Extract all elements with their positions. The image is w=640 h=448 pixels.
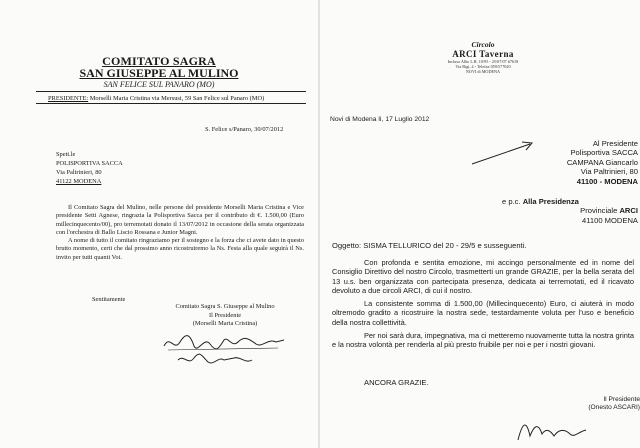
recipient-city: 41100 - MODENA <box>576 176 638 186</box>
recipient-block <box>500 139 638 186</box>
cc-arci: ARCI <box>619 206 638 216</box>
president-label: PRESIDENTE: <box>48 95 89 102</box>
left-paragraph: A nome di tutto il comitato ringraziamo per il sostegno e la forza che ci avete dato in questo brutto momento, certi che dal prossimo anno ricostruiremo la Ns. Festa alla quale seguirà il Ns. invito per tutti quanti Voi. <box>56 237 304 261</box>
recipient-line <box>500 177 638 186</box>
cc-title: Alla Presidenza <box>522 197 579 206</box>
left-letter <box>0 0 318 448</box>
recipient-line: Al Presidente <box>592 139 638 148</box>
left-address-block <box>56 150 123 186</box>
left-date: S. Felice s/Panaro, 30/07/2012 <box>205 126 284 133</box>
closing-name: (Morselli Maria Cristina) <box>192 320 258 328</box>
address-street: Via Paltrinieri, 80 <box>56 169 102 176</box>
right-paragraph: Per noi sarà dura, impegnativa, ma ci metteremo nuovamente tutta la nostra grinta e la nostra volontà per renderla al più presto fruibile per noi e per i nostri giovani. <box>332 331 634 350</box>
left-sign-off: Sentitamente <box>92 296 126 303</box>
left-body <box>56 204 304 262</box>
closing-role: Il Presidente <box>603 396 640 403</box>
left-header-name: SAN GIUSEPPE AL MULINO <box>79 66 239 80</box>
address-city: 41122 MODENA <box>56 178 102 185</box>
cc-line <box>502 206 638 215</box>
right-letter <box>320 0 640 448</box>
address-name: POLISPORTIVA SACCA <box>56 160 123 167</box>
left-closing <box>150 303 300 329</box>
cc-city: 41100 MODENA <box>582 215 638 225</box>
cc-provinciale: Provinciale <box>580 206 618 216</box>
closing-name: (Onesto ASCARI) <box>588 404 640 412</box>
cc-prefix: e p.c. <box>502 197 521 206</box>
logo-town: NOVI di MODENA <box>465 69 501 74</box>
logo-title: ARCI Taverna <box>452 49 514 59</box>
left-header-org: COMITATO SAGRA <box>102 54 216 68</box>
left-signature-image <box>160 330 310 370</box>
left-header-location: SAN FELICE SUL PANARO (MO) <box>103 80 215 89</box>
cc-block <box>502 197 638 225</box>
recipient-line: CAMPANA Giancarlo <box>566 157 638 167</box>
right-paragraph: Con profonda e sentita emozione, mi accingo personalmente ed in nome del Consiglio Direttivo del nostro Circolo, trasmetterti un grande GRAZIE, per la bella serata del 13 u.s. ben organizzata con partecipata presenza, dedicata ai terremotati, ed il ricavato devoluto a due circoli ARCI, di cui il nostro. <box>332 258 634 295</box>
thanks-line: ANCORA GRAZIE. <box>364 378 429 387</box>
logo-circolo: Circolo <box>471 40 495 49</box>
arci-logo-block <box>418 40 548 74</box>
president-info: Morselli Maria Cristina via Mersusi, 59 San Felice sul Panaro (MO) <box>89 95 265 102</box>
right-date: Novi di Modena lì, 17 Luglio 2012 <box>330 116 430 123</box>
right-body <box>332 258 634 354</box>
left-paragraph: Il Comitato Sagra del Mulino, nelle persone del presidente Morselli Maria Cristina e Vice presidente Setti Agnese, ringrazia la Polisportiva Sacca per il contributo di €. 1.500,00 (Euro millecinquecento/00), pro terremotati donato il 13/07/2012 in occasione della serata organizzata con l'orchestra di Ballo Liscio Rossana e Junior Magni. <box>56 204 304 236</box>
recipient-line: Polisportiva SACCA <box>570 148 638 158</box>
subject-line: Oggetto: SISMA TELLURICO del 20 - 29/5 e susseguenti. <box>332 241 527 250</box>
closing-org: Comitato Sagra S. Giuseppe al Mulino <box>175 303 275 310</box>
recipient-line: Via Paltrinieri, 80 <box>580 167 638 177</box>
right-signature-image <box>516 414 596 444</box>
logo-registration: Incluso Albo L.R. 10/95 - 25/07/07 #7618 <box>447 59 519 64</box>
president-line <box>48 95 264 102</box>
right-paragraph: La consistente somma di 1.500,00 (Millecinquecento) Euro, ci aiuterà in modo oltremodo gradito a ricostruire la nostra sede, testardamente voluta per l'uso e beneficio della nostra collettività. <box>332 299 634 327</box>
logo-contact: Via Bigi, 4 - Telefax 059/577020 <box>455 64 511 69</box>
closing-role: Il Presidente <box>208 311 242 319</box>
cc-line <box>502 197 638 206</box>
header-rule-top <box>36 91 306 92</box>
header-rule-bottom <box>36 103 306 104</box>
right-closing <box>500 396 640 413</box>
address-salutation: Spett.le <box>56 151 76 158</box>
